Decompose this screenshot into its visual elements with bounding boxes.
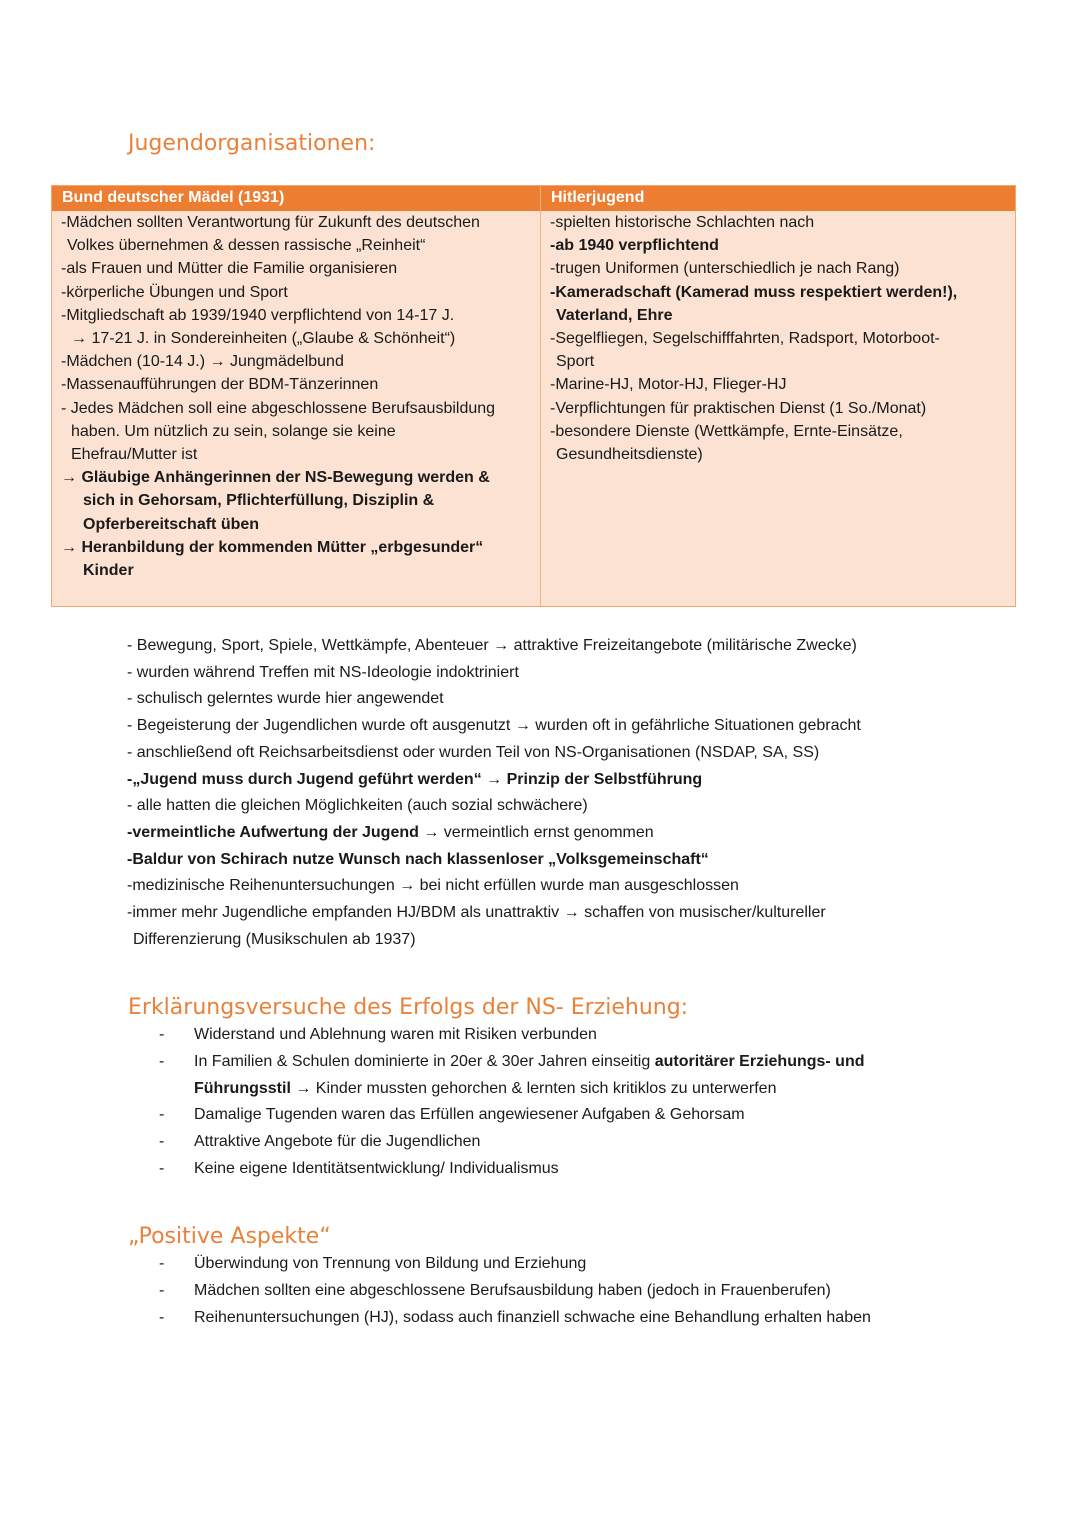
list-item: - anschließend oft Reichsarbeitsdienst oder wurden Teil von NS-Organisationen (NSDAP, SA, SS): [127, 743, 820, 761]
dash-bullet: -: [159, 1255, 165, 1272]
list-item: [159, 1278, 871, 1305]
list-item: [127, 633, 861, 660]
bdm-line-text: -Mädchen (10-14 J.): [61, 353, 206, 371]
bdm-line: haben. Um nützlich zu sein, solange sie keine: [71, 422, 396, 440]
list-item: Differenzierung (Musikschulen ab 1937): [133, 930, 416, 948]
list-item-text: Damalige Tugenden waren das Erfüllen angewiesener Aufgaben & Gehorsam: [194, 1106, 745, 1124]
list-item: [159, 1129, 865, 1156]
list-item: - alle hatten die gleichen Möglichkeiten (auch sozial schwächere): [127, 797, 588, 815]
bdm-line: -Massenaufführungen der BDM-Tänzerinnen: [61, 376, 379, 394]
list-item-text: Überwindung von Trennung von Bildung und Erziehung: [194, 1255, 587, 1272]
arrow-right-icon: →: [61, 469, 77, 487]
hj-line: Sport: [556, 353, 595, 371]
positive-aspects-list: [159, 1251, 871, 1331]
list-item: [159, 1102, 865, 1129]
list-item-text: Prinzip der Selbstführung: [506, 770, 703, 788]
list-item-text: wurden oft in gefährliche Situationen gebracht: [535, 717, 861, 735]
bdm-line: -körperliche Übungen und Sport: [61, 283, 288, 301]
list-item: -Baldur von Schirach nutze Wunsch nach klassenloser „Volksgemeinschaft“: [127, 850, 709, 868]
dash-bullet: -: [159, 1052, 165, 1070]
bdm-line: Volkes übernehmen & dessen rassische „Reinheit“: [67, 237, 426, 255]
list-item: [127, 900, 861, 927]
list-item: [159, 1251, 871, 1278]
hj-line: -Kameradschaft (Kamerad muss respektiert werden!),: [550, 283, 958, 301]
list-item-text: Führungsstil: [194, 1079, 291, 1097]
list-item-text: schaffen von musischer/kultureller: [584, 904, 826, 922]
dash-bullet: -: [159, 1026, 165, 1043]
list-item: [127, 713, 861, 740]
list-item-text: -immer mehr Jugendliche empfanden HJ/BDM als unattraktiv: [127, 904, 560, 922]
hj-column: [550, 211, 957, 466]
hj-line: -Marine-HJ, Motor-HJ, Flieger-HJ: [550, 376, 787, 394]
bdm-line: Opferbereitschaft üben: [83, 515, 260, 533]
bdm-line-text: Gläubige Anhängerinnen der NS-Bewegung werden &: [81, 469, 490, 487]
arrow-right-icon: →: [209, 353, 226, 371]
list-item-text: Attraktive Angebote für die Jugendlichen: [194, 1133, 481, 1151]
list-item-text: autoritärer Erziehungs- und: [654, 1052, 865, 1070]
arrow-right-icon: →: [399, 877, 416, 895]
bdm-line: - Jedes Mädchen soll eine abgeschlossene Berufsausbildung: [61, 399, 496, 417]
bdm-column: [61, 211, 495, 582]
hj-line: Gesundheitsdienste): [556, 446, 703, 464]
arrow-right-icon: →: [514, 717, 531, 735]
list-item-text: bei nicht erfüllen wurde man ausgeschlossen: [419, 877, 739, 895]
hj-line: -besondere Dienste (Wettkämpfe, Ernte-Einsätze,: [550, 422, 903, 440]
bdm-line: -Mädchen sollten Verantwortung für Zukunft des deutschen: [61, 214, 480, 231]
list-item-text: -medizinische Reihenuntersuchungen: [127, 877, 395, 895]
column-divider: [540, 186, 541, 606]
list-item: [127, 873, 861, 900]
hj-line: -ab 1940 verpflichtend: [550, 237, 719, 255]
dash-bullet: -: [159, 1159, 165, 1177]
bdm-line: [61, 466, 495, 489]
bdm-line: -als Frauen und Mütter die Familie organisieren: [61, 260, 398, 278]
list-item-continuation: [159, 1076, 865, 1103]
list-item-text: Mädchen sollten eine abgeschlossene Berufsausbildung haben (jedoch in Frauenberufen): [194, 1281, 831, 1299]
bdm-line-text: Jungmädelbund: [229, 353, 344, 371]
list-item: [159, 1049, 865, 1076]
hj-line: Vaterland, Ehre: [556, 306, 673, 324]
heading-positive-aspekte: „Positive Aspekte“: [128, 1224, 331, 1249]
list-item-text: vermeintlich ernst genommen: [443, 823, 654, 841]
arrow-right-icon: →: [493, 637, 510, 654]
bdm-line-text: 17-21 J. in Sondereinheiten („Glaube & Schönheit“): [91, 330, 456, 348]
hj-line: -Verpflichtungen für praktischen Dienst (1 So./Monat): [550, 399, 927, 417]
hj-line: -spielten historische Schlachten nach: [550, 214, 815, 231]
erklaerung-list: [159, 1022, 865, 1183]
list-item: - schulisch gelerntes wurde hier angewendet: [127, 690, 444, 708]
list-item: [127, 767, 861, 794]
hj-line: -trugen Uniformen (unterschiedlich je nach Rang): [550, 260, 900, 278]
arrow-right-icon: →: [486, 770, 503, 788]
list-item-text: In Familien & Schulen dominierte in 20er & 30er Jahren einseitig: [194, 1052, 651, 1070]
list-item: [159, 1022, 865, 1049]
dash-bullet: -: [159, 1281, 165, 1299]
header-hitlerjugend: Hitlerjugend: [551, 189, 645, 206]
list-item-text: - Bewegung, Sport, Spiele, Wettkämpfe, Abenteuer: [127, 637, 489, 654]
bdm-line-text: Heranbildung der kommenden Mütter „erbgesunder“: [81, 538, 484, 556]
bdm-line: [61, 536, 495, 559]
arrow-right-icon: →: [71, 330, 87, 348]
arrow-right-icon: →: [295, 1079, 312, 1097]
bdm-line: Kinder: [83, 562, 134, 580]
arrow-right-icon: →: [423, 823, 440, 841]
dash-bullet: -: [159, 1133, 165, 1151]
list-item-text: Keine eigene Identitätsentwicklung/ Individualismus: [194, 1159, 559, 1177]
hj-line: -Segelfliegen, Segelschifffahrten, Radsport, Motorboot-: [550, 330, 940, 348]
dash-bullet: -: [159, 1106, 165, 1124]
header-bdm: Bund deutscher Mädel (1931): [62, 189, 285, 206]
bdm-line: -Mitgliedschaft ab 1939/1940 verpflichtend von 14-17 J.: [61, 306, 455, 324]
list-item: [159, 1156, 865, 1183]
list-item: - wurden während Treffen mit NS-Ideologie indoktriniert: [127, 663, 519, 681]
bdm-line: [61, 350, 495, 373]
list-item: [159, 1305, 871, 1332]
bdm-line: Ehefrau/Mutter ist: [71, 446, 198, 464]
arrow-right-icon: →: [61, 538, 77, 556]
list-item: [127, 820, 861, 847]
list-item-text: - Begeisterung der Jugendlichen wurde oft ausgenutzt: [127, 717, 511, 735]
dash-bullet: -: [159, 1308, 165, 1326]
arrow-right-icon: →: [563, 904, 580, 922]
organisations-table: [51, 185, 1016, 607]
bdm-line: sich in Gehorsam, Pflichterfüllung, Disziplin &: [83, 492, 435, 510]
list-item-text: Widerstand und Ablehnung waren mit Risiken verbunden: [194, 1026, 597, 1043]
heading-erklaerungsversuche: Erklärungsversuche des Erfolgs der NS- Erziehung:: [128, 995, 689, 1020]
list-item-text: Reihenuntersuchungen (HJ), sodass auch finanziell schwache eine Behandlung erhalten haben: [194, 1308, 871, 1326]
bdm-line: [61, 327, 495, 350]
list-item-text: -„Jugend muss durch Jugend geführt werden“: [127, 770, 482, 788]
list-item-text: -vermeintliche Aufwertung der Jugend: [127, 823, 419, 841]
list-item-text: attraktive Freizeitangebote (militärische Zwecke): [513, 637, 857, 654]
jugend-notes-list: [127, 633, 861, 953]
list-item-text: Kinder mussten gehorchen & lernten sich kritiklos zu unterwerfen: [315, 1079, 777, 1097]
heading-jugendorganisationen: Jugendorganisationen:: [128, 131, 376, 156]
